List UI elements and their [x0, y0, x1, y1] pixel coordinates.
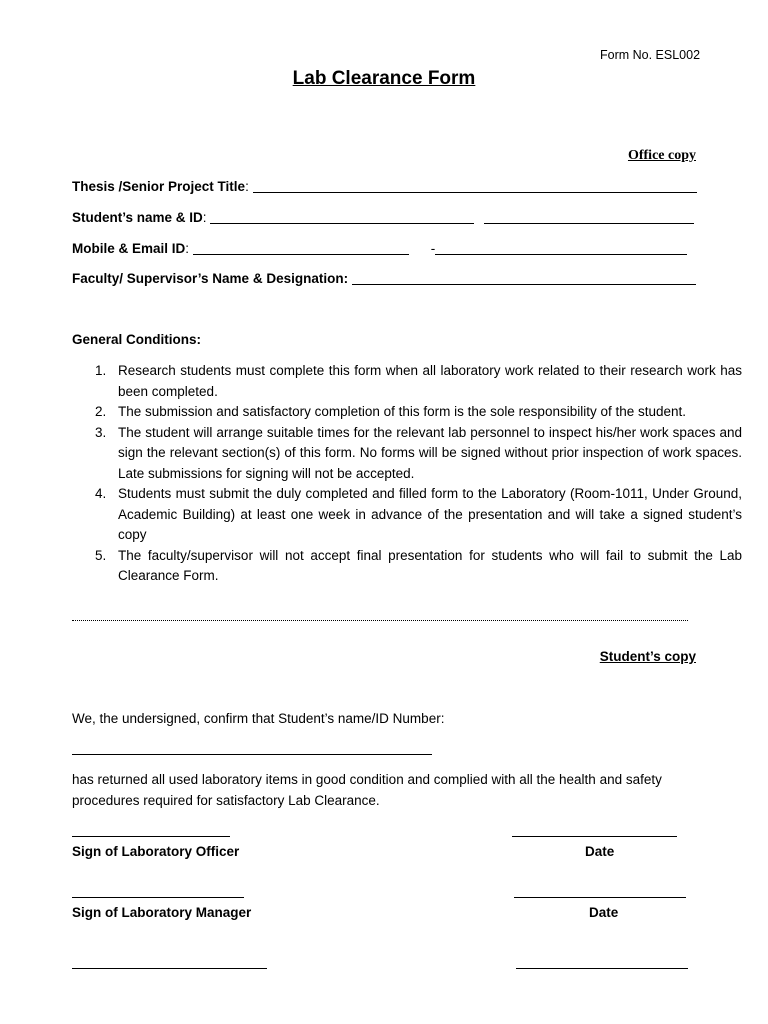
student-name-blank[interactable]	[210, 209, 474, 224]
extra-signature-line[interactable]	[72, 968, 267, 969]
condition-text: The student will arrange suitable times for the relevant lab personnel to inspect his/her work spaces and sign the relevant section(s) of this form. No forms will be signed without prior inspection of work spaces. Late submissions for signing will not be accepted.	[118, 424, 742, 481]
condition-number: 5.	[95, 547, 107, 563]
condition-number: 4.	[95, 486, 107, 501]
office-copy-label: Office copy	[627, 148, 696, 163]
manager-date-line[interactable]	[514, 897, 686, 898]
student-name-field: Student’s name & ID:	[72, 209, 694, 225]
condition-text: Students must submit the duly completed and filled form to the Laboratory (Room-1011, Under Ground, Academic Building) at least one week in advance of the presentation and will take a signed student’s copy	[118, 486, 742, 542]
condition-number: 1.	[95, 363, 107, 378]
contact-field: Mobile & Email ID: -	[72, 240, 687, 256]
supervisor-blank[interactable]	[352, 270, 696, 285]
students-copy-label: Student’s copy	[599, 649, 696, 664]
condition-text: The faculty/supervisor will not accept final presentation for students who will fail to submit the Lab Clearance Form.	[118, 547, 742, 583]
manager-signature-line[interactable]	[72, 897, 244, 898]
officer-signature-line[interactable]	[72, 836, 230, 837]
thesis-title-field: Thesis /Senior Project Title:	[72, 178, 697, 194]
condition-item	[95, 423, 742, 485]
tear-off-dotted-line	[72, 620, 688, 621]
form-number: Form No. ESL002	[600, 48, 701, 62]
general-conditions-heading: General Conditions:	[72, 332, 202, 347]
email-blank[interactable]	[435, 240, 687, 255]
officer-sign-label: Sign of Laboratory Officer	[72, 844, 240, 859]
extra-date-line[interactable]	[516, 968, 688, 969]
contact-label: Mobile & Email ID	[72, 241, 186, 256]
page-title: Lab Clearance Form	[292, 68, 476, 89]
confirmation-body-line1: has returned all used laboratory items in good condition and complied with all the health and safety	[72, 772, 662, 787]
supervisor-field	[72, 270, 696, 286]
contact-separator: -	[430, 241, 436, 256]
thesis-title-label: Thesis /Senior Project Title	[72, 179, 246, 194]
mobile-blank[interactable]	[193, 240, 409, 255]
officer-date-line[interactable]	[512, 836, 677, 837]
manager-date-label: Date	[589, 905, 619, 920]
thesis-title-blank[interactable]	[253, 178, 697, 193]
student-name-label: Student’s name & ID	[72, 210, 203, 225]
confirmation-intro: We, the undersigned, confirm that Student’s name/ID Number:	[72, 711, 445, 726]
condition-item	[95, 546, 742, 587]
supervisor-label: Faculty/ Supervisor’s Name & Designation:	[72, 271, 349, 286]
confirmation-body-line2: procedures required for satisfactory Lab Clearance.	[72, 793, 380, 808]
officer-date-label: Date	[585, 844, 615, 859]
condition-item	[95, 361, 742, 402]
condition-number: 3.	[95, 424, 107, 440]
condition-text: Research students must complete this form when all laboratory work related to their research work has been completed.	[118, 363, 742, 399]
manager-sign-label: Sign of Laboratory Manager	[72, 905, 252, 920]
general-conditions-list	[72, 361, 742, 587]
condition-item	[95, 402, 742, 423]
condition-item	[95, 484, 742, 546]
condition-text: The submission and satisfactory completion of this form is the sole responsibility of the student.	[118, 404, 687, 419]
student-id-blank[interactable]	[484, 209, 694, 224]
condition-number: 2.	[95, 404, 107, 419]
student-name-id-blank[interactable]	[72, 754, 432, 755]
